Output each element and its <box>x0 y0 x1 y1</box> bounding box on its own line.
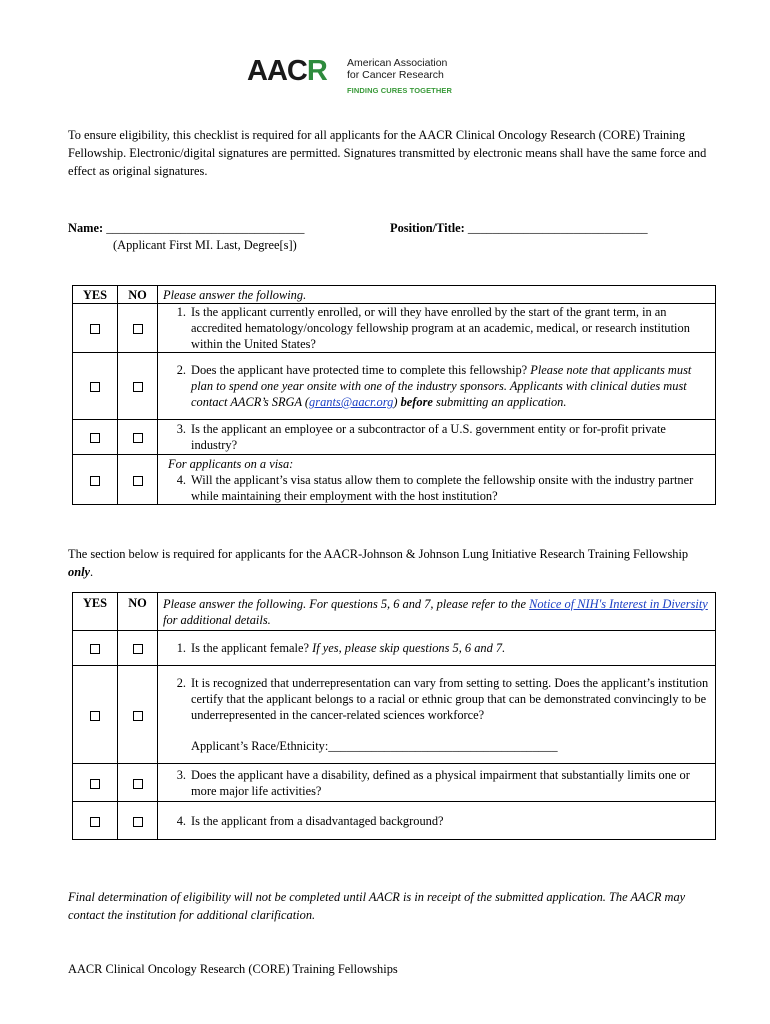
eligibility-table-2 <box>72 592 716 840</box>
aacr-logo <box>247 52 477 98</box>
no-checkbox-q6[interactable] <box>133 711 143 721</box>
table-row <box>73 631 716 666</box>
no-checkbox-q4[interactable] <box>133 476 143 486</box>
grants-email-link[interactable]: grants@aacr.org <box>309 395 394 409</box>
no-checkbox-q5[interactable] <box>133 644 143 654</box>
question-3: 3. Is the applicant an employee or a subcontractor of a U.S. government entity or for-profit private industry? <box>176 422 666 452</box>
table-instruction: Please answer the following. <box>158 286 716 304</box>
yes-header: YES <box>73 593 118 631</box>
no-header: NO <box>118 593 158 631</box>
question-disability: 3. Does the applicant have a disability, defined as a physical impairment that substantially limits one or more major life activities? <box>176 767 690 798</box>
position-line[interactable]: _____________________________ <box>467 221 648 235</box>
no-checkbox-q3[interactable] <box>133 433 143 443</box>
table-row <box>73 304 716 353</box>
name-field[interactable] <box>68 221 304 236</box>
table-row <box>73 764 716 802</box>
question-underrepresentation: 2. It is recognized that underrepresentation can vary from setting to setting. Does the applicant’s institution certify that the applicant belongs to a racial or ethnic group that can be demonstrated convincingly to be underrepresented in the cancer-related sciences workforce? <box>176 676 709 722</box>
logo-name <box>347 57 447 81</box>
no-checkbox-q8[interactable] <box>133 817 143 827</box>
nih-diversity-link[interactable]: Notice of NIH's Interest in Diversity <box>529 596 708 611</box>
table-row <box>73 353 716 420</box>
question-4: 4. Will the applicant’s visa status allow them to complete the fellowship onsite with the industry partner while maintaining their employment with the host institution? <box>176 472 694 503</box>
eligibility-table-1 <box>72 285 716 505</box>
name-hint: (Applicant First MI. Last, Degree[s]) <box>113 238 297 252</box>
table-row <box>73 420 716 455</box>
name-line[interactable]: ________________________________ <box>106 221 305 235</box>
logo-mark: AACR <box>247 55 327 87</box>
name-label: Name: <box>68 221 104 235</box>
visa-note: For applicants on a visa: <box>168 456 294 471</box>
table-header-row <box>73 286 716 304</box>
table-row <box>73 802 716 840</box>
yes-checkbox-q5[interactable] <box>90 644 100 654</box>
yes-checkbox-q2[interactable] <box>90 382 100 392</box>
yes-checkbox-q1[interactable] <box>90 324 100 334</box>
question-disadvantaged: 4. Is the applicant from a disadvantaged background? <box>176 813 444 828</box>
page-footer: AACR Clinical Oncology Research (CORE) Training Fellowships <box>68 962 398 976</box>
no-checkbox-q1[interactable] <box>133 324 143 334</box>
yes-checkbox-q7[interactable] <box>90 779 100 789</box>
yes-checkbox-q6[interactable] <box>90 711 100 721</box>
yes-checkbox-q3[interactable] <box>90 433 100 443</box>
section2-intro: The section below is required for applicants for the AACR-Johnson & Johnson Lung Initiative Research Training Fellowship only. <box>68 547 689 579</box>
logo-name-line1: American Association <box>347 57 448 69</box>
yes-header: YES <box>73 286 118 304</box>
table-row <box>73 455 716 505</box>
yes-checkbox-q4[interactable] <box>90 476 100 486</box>
no-header: NO <box>118 286 158 304</box>
table-header-row <box>73 593 716 631</box>
no-checkbox-q7[interactable] <box>133 779 143 789</box>
table-instruction: Please answer the following. For questions 5, 6 and 7, please refer to the Notice of NIH's Interest in Diversity for additional details. <box>158 593 716 631</box>
position-label: Position/Title: <box>390 221 465 235</box>
logo-name-line2: for Cancer Research <box>347 69 444 81</box>
question-1: 1. Is the applicant currently enrolled, or will they have enrolled by the start of the grant term, in an accredited hematology/oncology fellowship program at an academic, medical, or research institution within the United States? <box>176 305 690 351</box>
question-2: 2. Does the applicant have protected time to complete this fellowship? Please note that applicants must plan to spend one year onsite with one of the industry sponsors. Applicants with clinical duties must contact AACR’s SRGA (grants@aacr.org) before submitting an application. <box>176 363 692 409</box>
table-row <box>73 666 716 764</box>
intro-paragraph: To ensure eligibility, this checklist is required for all applicants for the AACR Clinical Oncology Research (CORE) Training Fellowship. Electronic/digital signatures are permitted. Signatures transmitted by electronic means shall have the same force and effect as original signatures. <box>68 128 707 178</box>
question-female: 1. Is the applicant female? If yes, please skip questions 5, 6 and 7. <box>176 641 506 655</box>
position-field[interactable] <box>390 221 648 236</box>
no-checkbox-q2[interactable] <box>133 382 143 392</box>
race-ethnicity-field[interactable]: Applicant’s Race/Ethnicity:_____________________________________ <box>191 739 558 753</box>
logo-tagline: FINDING CURES TOGETHER <box>347 86 452 95</box>
final-note: Final determination of eligibility will not be completed until AACR is in receipt of the submitted application. The AACR may contact the institution for additional clarification. <box>68 890 686 922</box>
yes-checkbox-q8[interactable] <box>90 817 100 827</box>
